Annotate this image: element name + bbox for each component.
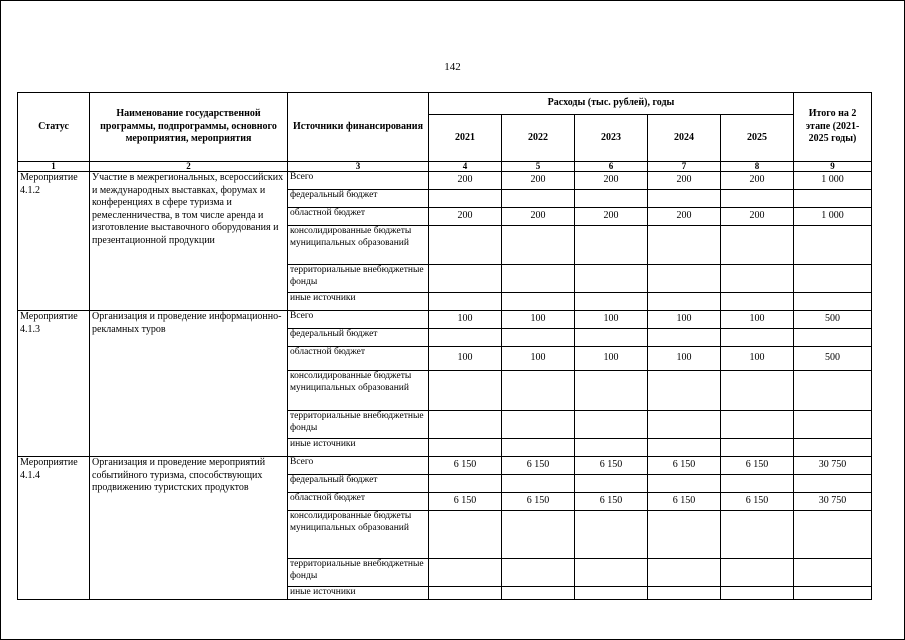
year-value-cell [429, 587, 502, 600]
total-value-cell: 30 750 [794, 493, 872, 511]
year-value-cell [575, 587, 648, 600]
header-year: 2025 [721, 115, 794, 162]
source-cell: территориальные внебюджетные фонды [288, 265, 429, 293]
column-number: 3 [288, 162, 429, 172]
year-value-cell: 100 [575, 311, 648, 329]
year-value-cell [429, 475, 502, 493]
total-value-cell: 1 000 [794, 172, 872, 190]
year-value-cell [648, 411, 721, 439]
source-cell: областной бюджет [288, 347, 429, 371]
column-number: 7 [648, 162, 721, 172]
total-value-cell [794, 371, 872, 411]
source-cell: территориальные внебюджетные фонды [288, 559, 429, 587]
total-value-cell [794, 226, 872, 265]
year-value-cell [429, 226, 502, 265]
year-value-cell [502, 559, 575, 587]
year-value-cell [648, 439, 721, 457]
year-value-cell [502, 293, 575, 311]
source-cell: федеральный бюджет [288, 190, 429, 208]
source-cell: федеральный бюджет [288, 475, 429, 493]
status-cell: Мероприятие 4.1.4 [18, 457, 90, 600]
year-value-cell: 100 [502, 347, 575, 371]
year-value-cell [502, 265, 575, 293]
year-value-cell [721, 511, 794, 559]
source-cell: областной бюджет [288, 208, 429, 226]
year-value-cell [502, 439, 575, 457]
year-value-cell: 200 [502, 208, 575, 226]
total-value-cell [794, 475, 872, 493]
total-value-cell: 500 [794, 311, 872, 329]
header-sources: Источники финансирования [288, 93, 429, 162]
year-value-cell [721, 293, 794, 311]
table-row [18, 172, 872, 190]
total-value-cell [794, 190, 872, 208]
total-value-cell [794, 411, 872, 439]
year-value-cell [502, 411, 575, 439]
budget-table [17, 92, 872, 600]
year-value-cell [721, 475, 794, 493]
year-value-cell: 100 [721, 311, 794, 329]
year-value-cell [575, 411, 648, 439]
column-number: 4 [429, 162, 502, 172]
year-value-cell [575, 439, 648, 457]
header-year: 2023 [575, 115, 648, 162]
year-value-cell [502, 329, 575, 347]
year-value-cell: 100 [429, 347, 502, 371]
year-value-cell [502, 226, 575, 265]
column-number: 1 [18, 162, 90, 172]
year-value-cell: 100 [721, 347, 794, 371]
year-value-cell [429, 293, 502, 311]
table-row [18, 311, 872, 329]
activity-name-cell: Организация и проведение информационно-рекламных туров [90, 311, 288, 457]
year-value-cell [721, 439, 794, 457]
total-value-cell [794, 587, 872, 600]
year-value-cell: 100 [648, 347, 721, 371]
year-value-cell [648, 559, 721, 587]
year-value-cell [575, 293, 648, 311]
total-value-cell: 500 [794, 347, 872, 371]
year-value-cell [502, 190, 575, 208]
source-cell: консолидированные бюджеты муниципальных образований [288, 371, 429, 411]
year-value-cell: 6 150 [575, 457, 648, 475]
header-total: Итого на 2 этапе (2021-2025 годы) [794, 93, 872, 162]
column-number: 6 [575, 162, 648, 172]
source-cell: иные источники [288, 439, 429, 457]
column-numbers-row [18, 162, 872, 172]
year-value-cell: 200 [502, 172, 575, 190]
year-value-cell [502, 475, 575, 493]
header-name: Наименование государственной программы, подпрограммы, основного мероприятия, мероприятия [90, 93, 288, 162]
year-value-cell [648, 265, 721, 293]
status-cell: Мероприятие 4.1.3 [18, 311, 90, 457]
source-cell: областной бюджет [288, 493, 429, 511]
year-value-cell: 6 150 [502, 457, 575, 475]
total-value-cell [794, 511, 872, 559]
source-cell: Всего [288, 311, 429, 329]
total-value-cell: 1 000 [794, 208, 872, 226]
year-value-cell [575, 190, 648, 208]
year-value-cell: 100 [429, 311, 502, 329]
year-value-cell: 100 [502, 311, 575, 329]
year-value-cell [429, 411, 502, 439]
year-value-cell [575, 559, 648, 587]
header-expenses: Расходы (тыс. рублей), годы [429, 93, 794, 115]
year-value-cell [648, 371, 721, 411]
year-value-cell: 200 [721, 172, 794, 190]
column-number: 5 [502, 162, 575, 172]
year-value-cell [648, 190, 721, 208]
year-value-cell: 100 [575, 347, 648, 371]
year-value-cell [429, 329, 502, 347]
total-value-cell [794, 265, 872, 293]
year-value-cell: 200 [721, 208, 794, 226]
year-value-cell: 200 [575, 208, 648, 226]
page-number: 142 [444, 61, 461, 73]
header-year: 2024 [648, 115, 721, 162]
column-number: 8 [721, 162, 794, 172]
year-value-cell [721, 559, 794, 587]
year-value-cell [429, 265, 502, 293]
year-value-cell [429, 559, 502, 587]
year-value-cell [575, 475, 648, 493]
year-value-cell [648, 226, 721, 265]
table-body [18, 172, 872, 600]
year-value-cell [502, 511, 575, 559]
year-value-cell [429, 511, 502, 559]
year-value-cell: 6 150 [429, 493, 502, 511]
year-value-cell: 200 [648, 208, 721, 226]
source-cell: федеральный бюджет [288, 329, 429, 347]
year-value-cell [502, 587, 575, 600]
header-year: 2022 [502, 115, 575, 162]
source-cell: иные источники [288, 293, 429, 311]
total-value-cell [794, 439, 872, 457]
year-value-cell [721, 265, 794, 293]
year-value-cell [575, 226, 648, 265]
year-value-cell: 6 150 [648, 493, 721, 511]
year-value-cell: 6 150 [429, 457, 502, 475]
source-cell: иные источники [288, 587, 429, 600]
year-value-cell [429, 371, 502, 411]
year-value-cell [648, 293, 721, 311]
source-cell: Всего [288, 172, 429, 190]
year-value-cell [721, 411, 794, 439]
activity-name-cell: Участие в межрегиональных, всероссийских и международных выставках, форумах и конференциях в сфере туризма и ремесленничества, в том числе аренда и изготовление выставочного оборудования и презентационной продукции [90, 172, 288, 311]
total-value-cell [794, 559, 872, 587]
source-cell: консолидированные бюджеты муниципальных образований [288, 511, 429, 559]
year-value-cell: 6 150 [721, 457, 794, 475]
year-value-cell [575, 371, 648, 411]
year-value-cell: 100 [648, 311, 721, 329]
year-value-cell: 200 [648, 172, 721, 190]
year-value-cell [721, 371, 794, 411]
year-value-cell [721, 226, 794, 265]
activity-name-cell: Организация и проведение мероприятий событийного туризма, способствующих продвижению туристских продуктов [90, 457, 288, 600]
year-value-cell [648, 475, 721, 493]
year-value-cell [575, 511, 648, 559]
year-value-cell [502, 371, 575, 411]
total-value-cell [794, 293, 872, 311]
header-year: 2021 [429, 115, 502, 162]
total-value-cell [794, 329, 872, 347]
year-value-cell [575, 265, 648, 293]
year-value-cell [429, 439, 502, 457]
year-value-cell [575, 329, 648, 347]
column-number: 9 [794, 162, 872, 172]
year-value-cell: 6 150 [648, 457, 721, 475]
status-cell: Мероприятие 4.1.2 [18, 172, 90, 311]
year-value-cell [648, 587, 721, 600]
year-value-cell [721, 587, 794, 600]
table-row [18, 457, 872, 475]
year-value-cell: 200 [429, 208, 502, 226]
column-number: 2 [90, 162, 288, 172]
year-value-cell [721, 329, 794, 347]
year-value-cell: 6 150 [721, 493, 794, 511]
year-value-cell: 6 150 [575, 493, 648, 511]
year-value-cell [721, 190, 794, 208]
year-value-cell: 6 150 [502, 493, 575, 511]
year-value-cell [648, 329, 721, 347]
year-value-cell [648, 511, 721, 559]
source-cell: территориальные внебюджетные фонды [288, 411, 429, 439]
source-cell: Всего [288, 457, 429, 475]
year-value-cell: 200 [575, 172, 648, 190]
year-value-cell: 200 [429, 172, 502, 190]
total-value-cell: 30 750 [794, 457, 872, 475]
source-cell: консолидированные бюджеты муниципальных образований [288, 226, 429, 265]
header-status: Статус [18, 93, 90, 162]
year-value-cell [429, 190, 502, 208]
